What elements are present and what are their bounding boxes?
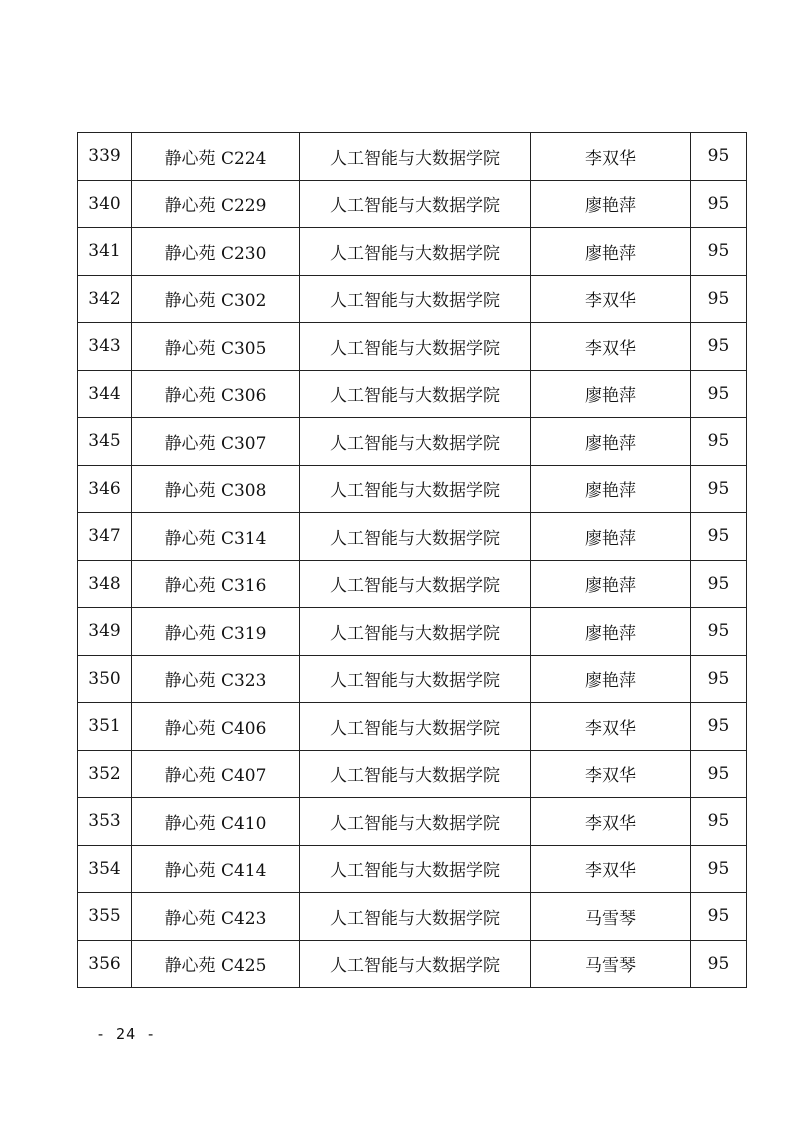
- row-number-cell: 348: [78, 560, 132, 608]
- score-cell: 95: [691, 465, 747, 513]
- score-cell: 95: [691, 940, 747, 988]
- table-row: [78, 370, 747, 418]
- college-cell: 人工智能与大数据学院: [300, 893, 531, 941]
- table-row: [78, 560, 747, 608]
- score-cell: 95: [691, 180, 747, 228]
- room-cell: 静心苑 C306: [132, 370, 300, 418]
- room-cell: 静心苑 C316: [132, 560, 300, 608]
- person-cell: 李双华: [531, 750, 691, 798]
- college-cell: 人工智能与大数据学院: [300, 560, 531, 608]
- score-cell: 95: [691, 513, 747, 561]
- table-row: [78, 275, 747, 323]
- score-cell: 95: [691, 893, 747, 941]
- room-cell: 静心苑 C302: [132, 275, 300, 323]
- dormitory-score-table-container: [77, 132, 746, 988]
- room-cell: 静心苑 C307: [132, 418, 300, 466]
- score-cell: 95: [691, 560, 747, 608]
- score-cell: 95: [691, 703, 747, 751]
- college-cell: 人工智能与大数据学院: [300, 655, 531, 703]
- row-number-cell: 355: [78, 893, 132, 941]
- person-cell: 廖艳萍: [531, 370, 691, 418]
- college-cell: 人工智能与大数据学院: [300, 750, 531, 798]
- row-number-cell: 353: [78, 798, 132, 846]
- row-number-cell: 347: [78, 513, 132, 561]
- table-row: [78, 180, 747, 228]
- score-cell: 95: [691, 133, 747, 181]
- score-cell: 95: [691, 323, 747, 371]
- person-cell: 廖艳萍: [531, 228, 691, 276]
- person-cell: 廖艳萍: [531, 180, 691, 228]
- person-cell: 廖艳萍: [531, 655, 691, 703]
- college-cell: 人工智能与大数据学院: [300, 513, 531, 561]
- dormitory-score-table: [77, 132, 747, 988]
- room-cell: 静心苑 C406: [132, 703, 300, 751]
- room-cell: 静心苑 C229: [132, 180, 300, 228]
- score-cell: 95: [691, 275, 747, 323]
- row-number-cell: 356: [78, 940, 132, 988]
- room-cell: 静心苑 C323: [132, 655, 300, 703]
- college-cell: 人工智能与大数据学院: [300, 228, 531, 276]
- table-row: [78, 465, 747, 513]
- room-cell: 静心苑 C224: [132, 133, 300, 181]
- score-cell: 95: [691, 228, 747, 276]
- table-row: [78, 608, 747, 656]
- score-cell: 95: [691, 418, 747, 466]
- row-number-cell: 350: [78, 655, 132, 703]
- room-cell: 静心苑 C410: [132, 798, 300, 846]
- person-cell: 廖艳萍: [531, 418, 691, 466]
- room-cell: 静心苑 C423: [132, 893, 300, 941]
- row-number-cell: 342: [78, 275, 132, 323]
- person-cell: 廖艳萍: [531, 608, 691, 656]
- college-cell: 人工智能与大数据学院: [300, 275, 531, 323]
- room-cell: 静心苑 C308: [132, 465, 300, 513]
- room-cell: 静心苑 C305: [132, 323, 300, 371]
- person-cell: 马雪琴: [531, 940, 691, 988]
- college-cell: 人工智能与大数据学院: [300, 465, 531, 513]
- college-cell: 人工智能与大数据学院: [300, 798, 531, 846]
- table-row: [78, 893, 747, 941]
- table-row: [78, 940, 747, 988]
- person-cell: 李双华: [531, 798, 691, 846]
- score-cell: 95: [691, 655, 747, 703]
- college-cell: 人工智能与大数据学院: [300, 323, 531, 371]
- person-cell: 马雪琴: [531, 893, 691, 941]
- row-number-cell: 351: [78, 703, 132, 751]
- row-number-cell: 346: [78, 465, 132, 513]
- row-number-cell: 343: [78, 323, 132, 371]
- person-cell: 李双华: [531, 845, 691, 893]
- table-row: [78, 133, 747, 181]
- table-row: [78, 513, 747, 561]
- row-number-cell: 344: [78, 370, 132, 418]
- table-row: [78, 228, 747, 276]
- college-cell: 人工智能与大数据学院: [300, 703, 531, 751]
- person-cell: 李双华: [531, 323, 691, 371]
- college-cell: 人工智能与大数据学院: [300, 418, 531, 466]
- college-cell: 人工智能与大数据学院: [300, 133, 531, 181]
- person-cell: 廖艳萍: [531, 560, 691, 608]
- score-cell: 95: [691, 750, 747, 798]
- college-cell: 人工智能与大数据学院: [300, 180, 531, 228]
- college-cell: 人工智能与大数据学院: [300, 845, 531, 893]
- person-cell: 李双华: [531, 703, 691, 751]
- table-body: [78, 133, 747, 988]
- room-cell: 静心苑 C407: [132, 750, 300, 798]
- room-cell: 静心苑 C319: [132, 608, 300, 656]
- table-row: [78, 323, 747, 371]
- college-cell: 人工智能与大数据学院: [300, 608, 531, 656]
- score-cell: 95: [691, 798, 747, 846]
- row-number-cell: 354: [78, 845, 132, 893]
- row-number-cell: 345: [78, 418, 132, 466]
- person-cell: 李双华: [531, 275, 691, 323]
- person-cell: 廖艳萍: [531, 465, 691, 513]
- row-number-cell: 352: [78, 750, 132, 798]
- room-cell: 静心苑 C314: [132, 513, 300, 561]
- score-cell: 95: [691, 845, 747, 893]
- table-row: [78, 418, 747, 466]
- score-cell: 95: [691, 370, 747, 418]
- table-row: [78, 845, 747, 893]
- row-number-cell: 339: [78, 133, 132, 181]
- person-cell: 廖艳萍: [531, 513, 691, 561]
- table-row: [78, 750, 747, 798]
- page-number: - 24 -: [96, 1025, 157, 1043]
- score-cell: 95: [691, 608, 747, 656]
- room-cell: 静心苑 C414: [132, 845, 300, 893]
- room-cell: 静心苑 C230: [132, 228, 300, 276]
- college-cell: 人工智能与大数据学院: [300, 370, 531, 418]
- college-cell: 人工智能与大数据学院: [300, 940, 531, 988]
- row-number-cell: 349: [78, 608, 132, 656]
- row-number-cell: 340: [78, 180, 132, 228]
- person-cell: 李双华: [531, 133, 691, 181]
- table-row: [78, 798, 747, 846]
- table-row: [78, 703, 747, 751]
- table-row: [78, 655, 747, 703]
- row-number-cell: 341: [78, 228, 132, 276]
- room-cell: 静心苑 C425: [132, 940, 300, 988]
